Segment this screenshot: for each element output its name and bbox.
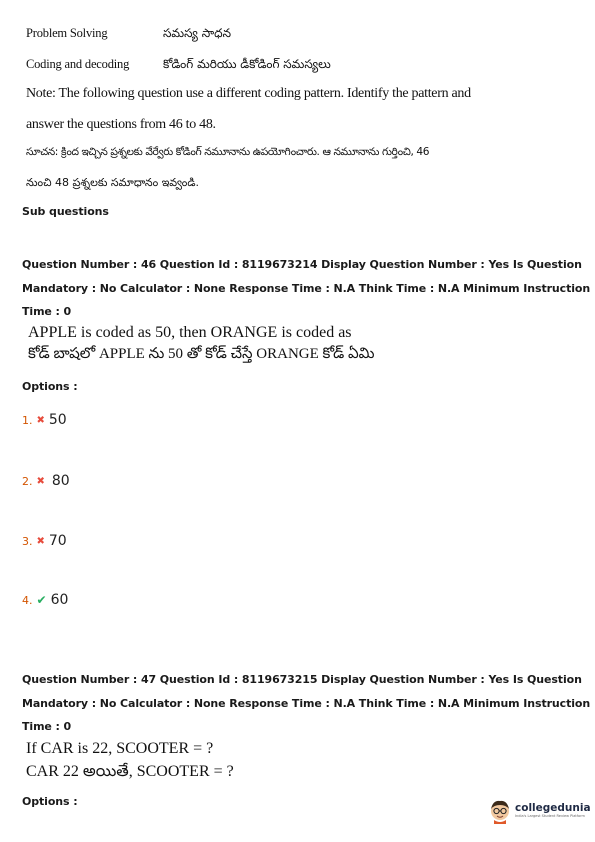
wrong-mark-icon: ✖ [36,414,45,426]
option-value: 80 [51,473,70,489]
option-number: 3. [22,534,33,548]
q47-meta-line-2: Mandatory : No Calculator : None Response Time : N.A Think Time : N.A Minimum Instruction [22,697,591,710]
q46-meta-line-1: Question Number : 46 Question Id : 8119673214 Display Question Number : Yes Is Question [22,258,582,271]
q46-option-1[interactable] [22,412,67,428]
note-line-2: answer the questions from 46 to 48. [26,117,216,132]
section-title-te: సమస్య సాధన [163,26,231,40]
q46-option-4[interactable] [22,592,68,608]
q46-option-3[interactable] [22,533,67,549]
sub-questions-label: Sub questions [22,205,109,218]
q46-options-label: Options : [22,380,78,393]
option-value: 70 [48,533,67,549]
q46-text-en: APPLE is coded as 50, then ORANGE is coded as [28,324,352,341]
q47-text-te: CAR 22 అయితే, SCOOTER = ? [26,763,234,780]
correct-check-icon: ✔ [36,593,47,607]
section-title-en: Problem Solving [26,26,108,40]
collegedunia-logo [489,798,591,824]
logo-tagline: India's Largest Student Review Platform [515,813,585,818]
option-number: 4. [22,593,33,607]
option-value: 60 [50,592,69,608]
q46-text-te: కోడ్ బాషలో APPLE ను 50 తో కోడ్ చేస్తే ORANGE కోడ్ ఏమి [28,346,375,362]
q47-options-label: Options : [22,795,78,808]
option-value: 50 [48,412,67,428]
option-number: 1. [22,413,33,427]
option-number: 2. [22,474,33,488]
logo-face-icon [489,798,511,824]
q46-option-2[interactable] [22,473,70,489]
wrong-mark-icon: ✖ [36,535,45,547]
note-te-line-1: సూచన: క్రింద ఇచ్చిన ప్రశ్నలకు వేర్వేరు కోడింగ్ నమూనాను ఉపయోగించారు. ఆ నమూనాను గుర్తించి, 46 [26,146,430,158]
note-te-line-2: నుంచి 48 ప్రశ్నలకు సమాధానం ఇవ్వండి. [26,176,200,189]
q47-meta-line-3: Time : 0 [22,720,72,733]
topic-title-te: కోడింగ్ మరియు డీకోడింగ్ సమస్యలు [163,57,331,71]
q47-text-en: If CAR is 22, SCOOTER = ? [26,740,214,757]
q47-meta-line-1: Question Number : 47 Question Id : 8119673215 Display Question Number : Yes Is Question [22,673,582,686]
topic-title-en: Coding and decoding [26,57,130,71]
wrong-mark-icon: ✖ [36,475,45,487]
logo-name: collegedunia [515,802,591,815]
q46-meta-line-3: Time : 0 [22,305,72,318]
q46-meta-line-2: Mandatory : No Calculator : None Response Time : N.A Think Time : N.A Minimum Instruction [22,282,591,295]
note-line-1: Note: The following question use a different coding pattern. Identify the pattern and [26,86,471,101]
